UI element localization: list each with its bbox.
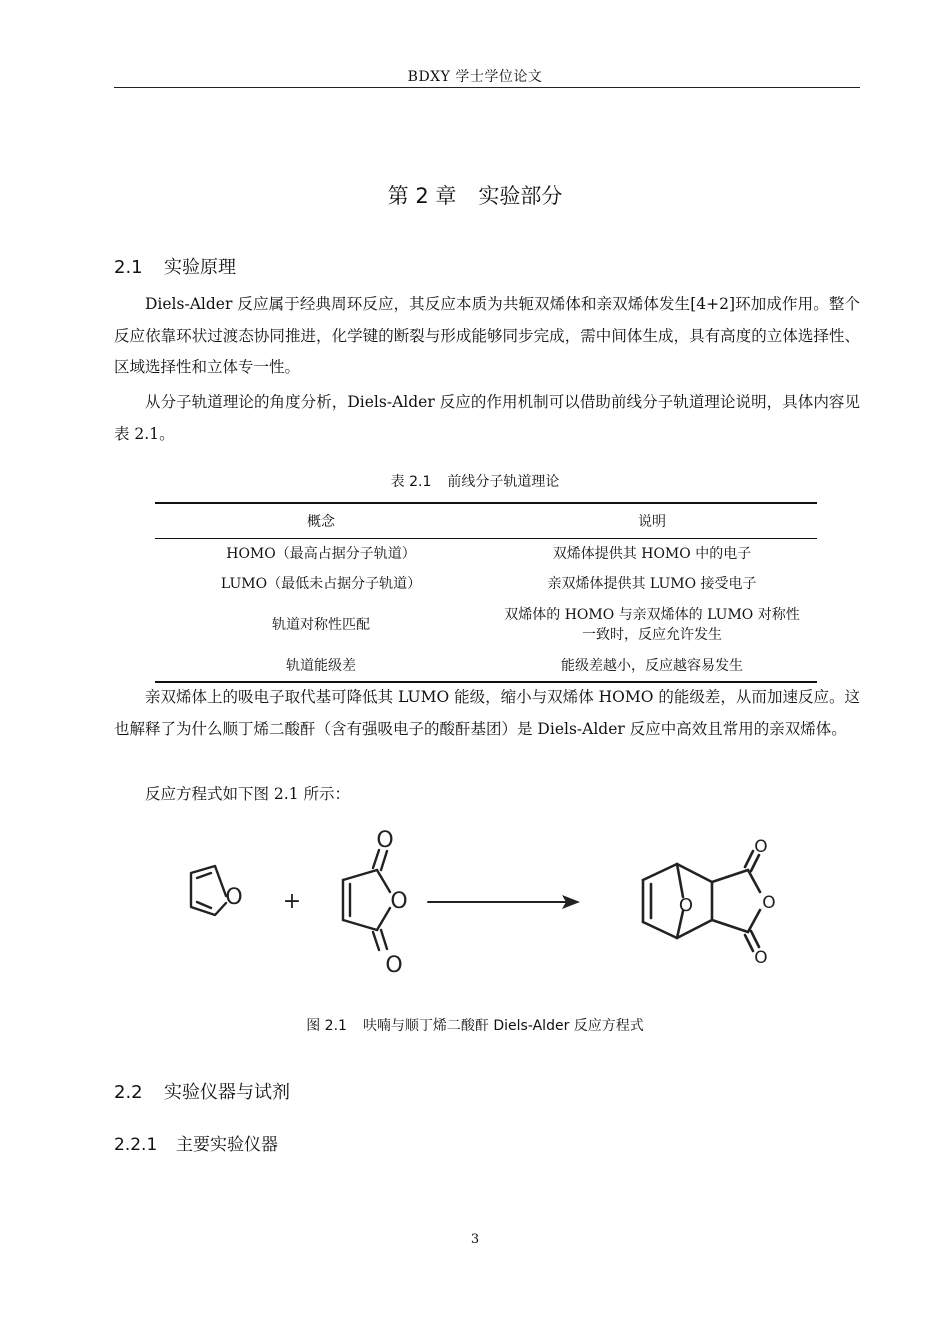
plus-sign: + [282, 889, 302, 914]
table-cell-concept: HOMO（最高占据分子轨道） [226, 546, 416, 562]
paragraph-equation-intro: 反应方程式如下图 2.1 所示： [145, 785, 351, 803]
bridge-oxygen-label: O [678, 895, 694, 916]
ring-oxygen-label: O [390, 889, 408, 914]
chapter-title [0, 180, 950, 210]
page-number: 3 [470, 1232, 480, 1247]
subsection-number: 2.2.1 [114, 1135, 158, 1155]
figure-caption-number: 图 2.1 [306, 1018, 347, 1034]
carbonyl-oxygen-bottom-label: O [385, 953, 403, 978]
figure-caption-title: 呋喃与顺丁烯二酸酐 Diels-Alder 反应方程式 [362, 1018, 644, 1034]
reaction-scheme-figure [170, 820, 840, 990]
subsection-title: 主要实验仪器 [176, 1135, 278, 1155]
section-number: 2.1 [114, 257, 143, 278]
adduct-carbonyl-oxygen-top-label: O [754, 837, 768, 857]
table-row [155, 599, 817, 651]
table-cell-description: 亲双烯体提供其 LUMO 接受电子 [547, 576, 757, 592]
running-header: BDXY 学士学位论文 [407, 69, 543, 85]
table-header-concept: 概念 [307, 514, 335, 530]
frontier-orbital-table [155, 502, 817, 683]
carbonyl-oxygen-top-label: O [376, 828, 394, 853]
section-title: 实验原理 [164, 257, 236, 278]
paragraph-diels-alder-intro: Diels-Alder 反应属于经典周环反应，其反应本质为共轭双烯体和亲双烯体发生[4+2]环加成作用。整个反应依靠环状过渡态协同推进，化学键的断裂与形成能够同步完成，需中间体生成，具有高度的立体选择性、区域选择性和立体专一性。 [114, 295, 860, 376]
adduct-carbonyl-oxygen-bottom-label: O [754, 948, 768, 968]
table-caption [0, 471, 950, 491]
section-title: 实验仪器与试剂 [164, 1082, 290, 1103]
subsection-heading-2-2-1 [114, 1130, 278, 1155]
table-caption-number: 表 2.1 [390, 474, 432, 490]
table-cell-concept: LUMO（最低未占据分子轨道） [220, 576, 422, 592]
adduct-structure [643, 837, 776, 968]
figure-caption [0, 1015, 950, 1035]
section-number: 2.2 [114, 1082, 143, 1103]
table-header-row [155, 503, 817, 539]
table-row [155, 539, 817, 570]
paragraph-lumo-explanation: 亲双烯体上的吸电子取代基可降低其 LUMO 能级，缩小与双烯体 HOMO 的能级差，从而加速反应。这也解释了为什么顺丁烯二酸酐（含有强吸电子的酸酐基团）是 Diels-Alder 反应中高效且常用的亲双烯体。 [114, 688, 860, 738]
table-row [155, 651, 817, 682]
furan-structure [191, 866, 243, 915]
table-cell-concept: 轨道能级差 [286, 658, 356, 674]
table-header-description: 说明 [638, 514, 666, 530]
maleic-anhydride-structure [343, 828, 408, 978]
furan-oxygen-label: O [225, 885, 243, 910]
header-rule [114, 87, 860, 88]
chapter-name: 实验部分 [478, 184, 563, 208]
table-row [155, 569, 817, 599]
table-cell-concept: 轨道对称性匹配 [272, 617, 370, 633]
section-heading-2-1 [114, 253, 236, 279]
reaction-arrow [428, 895, 580, 909]
table-cell-description: 双烯体的 HOMO 与亲双烯体的 LUMO 对称性一致时，反应允许发生 [504, 607, 800, 643]
table-caption-title: 前线分子轨道理论 [447, 474, 560, 490]
adduct-ring-oxygen-label: O [762, 893, 776, 913]
paragraph-orbital-theory: 从分子轨道理论的角度分析，Diels-Alder 反应的作用机制可以借助前线分子轨道理论说明，具体内容见表 2.1。 [114, 393, 860, 443]
table-cell-description: 能级差越小，反应越容易发生 [561, 658, 743, 674]
chapter-number: 第 2 章 [387, 184, 457, 208]
section-heading-2-2 [114, 1078, 290, 1104]
table-cell-description: 双烯体提供其 HOMO 中的电子 [552, 546, 752, 562]
